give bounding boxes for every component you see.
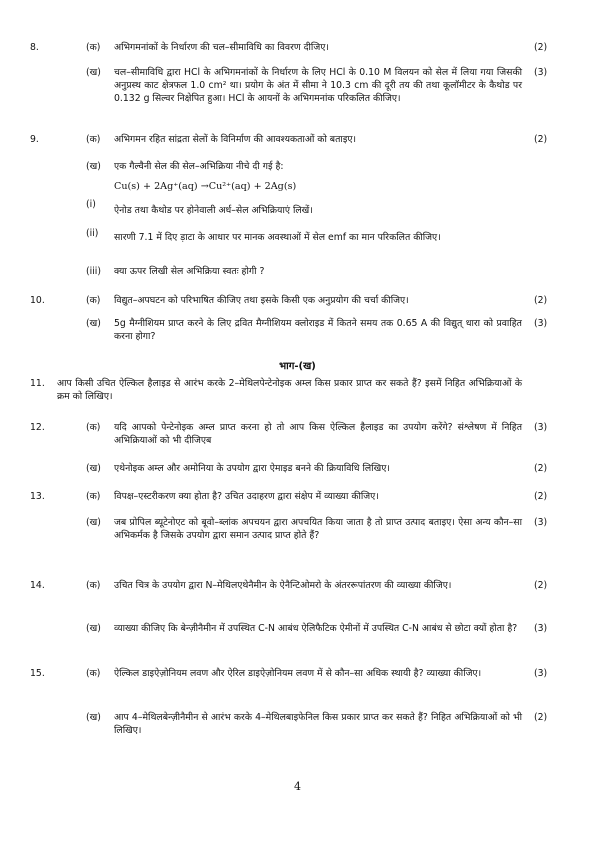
section-heading: भाग-(ख): [279, 361, 316, 372]
question-number: 14.: [30, 580, 45, 591]
question-text: अभिगमन रहित सांद्रता सेलों के विनिर्माण की आवश्यकताओं को बताइए।: [114, 134, 357, 145]
question-number: 9.: [30, 134, 39, 145]
part-label: (क): [86, 580, 101, 591]
part-label: (क): [86, 491, 101, 502]
marks: (3): [534, 67, 548, 78]
question-number: 12.: [30, 422, 45, 433]
question-number: 15.: [30, 668, 45, 679]
question-number: 10.: [30, 295, 45, 306]
question-text: जब प्रोपिल ब्यूटेनोएट को बूवो–ब्लांक अपचयन द्वारा अपचयित किया जाता है तो प्राप्त उत्पाद बताइए। ऐसा अन्य कौन–सा अभिकर्मक है जिसके उपयोग द्वारा समान उत्पाद प्राप्त होते हैं?: [114, 517, 522, 541]
question-text: ऐल्किल डाइऐज़ोनियम लवण और ऐरिल डाइऐज़ोनियम लवण में से कौन–सा अधिक स्थायी है? व्याख्या कीजिए।: [114, 668, 482, 679]
marks: (2): [534, 295, 548, 306]
part-label: (क): [86, 668, 101, 679]
question-text: उचित चित्र के उपयोग द्वारा N–मेथिलएथेनैमीन के ऐनैन्टिओमरो के अंतररूपांतरण की व्याख्या कीजिए।: [114, 580, 452, 591]
part-label: (क): [86, 295, 101, 306]
subpart-label: (i): [86, 199, 96, 210]
question-text: ऐनोड तथा कैथोड पर होनेवाली अर्ध–सेल अभिक्रियाएं लिखें।: [114, 205, 313, 216]
marks: (2): [534, 134, 548, 145]
question-text: आप किसी उचित ऐल्किल हैलाइड से आरंभ करके 2–मेथिलपेन्टेनोइक अम्ल किस प्रकार प्राप्त कर सकते हैं? इसमें निहित अभिक्रियाओं के क्रम को लिखिए।: [57, 378, 522, 402]
marks: (3): [534, 623, 548, 634]
part-label: (क): [86, 42, 101, 53]
question-text: सारणी 7.1 में दिए ड़ाटा के आधार पर मानक अवस्थाओं में सेल emf का मान परिकलित कीजिए।: [114, 232, 441, 243]
part-label: (ख): [86, 67, 101, 78]
question-text: चल–सीमाविधि द्वारा HCl के अभिगमनांकों के निर्धारण के लिए HCl के 0.10 M विलयन को सेल में लिया गया जिसकी अनुप्रस्थ काट क्षेत्रफल 1.0 cm² था। प्रयोग के अंत में सीमा ने 10.3 cm की दूरी तय की तथा कूलॉमीटर के कैथोड पर 0.132 g सिल्वर निक्षेपित हुआ। HCl के आयनों के अभिगमनांक परिकलित कीजिए।: [114, 67, 522, 104]
marks: (3): [534, 668, 548, 679]
marks: (2): [534, 491, 548, 502]
marks: (3): [534, 517, 548, 528]
marks: (2): [534, 580, 548, 591]
question-text: व्याख्या कीजिए कि बेन्ज़ीनैमीन में उपस्थित C-N आबंध ऐलिफैटिक ऐमीनों में उपस्थित C-N आबंध से छोटा क्यों होता है?: [114, 623, 518, 634]
question-number: 8.: [30, 42, 39, 53]
question-number: 13.: [30, 491, 45, 502]
question-text: अभिगमनांकों के निर्धारण की चल–सीमाविधि का विवरण दीजिए।: [114, 42, 329, 53]
marks: (3): [534, 318, 548, 329]
marks: (2): [534, 712, 548, 723]
marks: (2): [534, 463, 548, 474]
page-number: 4: [294, 780, 301, 793]
part-label: (ख): [86, 623, 101, 634]
question-text: विपक्ष–एस्टरीकरण क्या होता है? उचित उदाहरण द्वारा संक्षेप में व्याख्या कीजिए।: [114, 491, 379, 502]
part-label: (ख): [86, 161, 101, 172]
marks: (3): [534, 422, 548, 433]
equation: Cu(s) + 2Ag⁺(aq) →Cu²⁺(aq) + 2Ag(s): [114, 181, 297, 192]
part-label: (ख): [86, 517, 101, 528]
question-text: यदि आपको पेन्टेनोइक अम्ल प्राप्त करना हो तो आप किस ऐल्किल हैलाइड का उपयोग करेंगे? संश्लेषण में निहित अभिक्रियाओं को भी दीजिएब: [114, 422, 522, 446]
question-number: 11.: [30, 378, 45, 389]
subpart-label: (iii): [86, 266, 102, 277]
question-text: विद्युत–अपघटन को परिभाषित कीजिए तथा इसके किसी एक अनुप्रयोग की चर्चा कीजिए।: [114, 295, 409, 306]
part-label: (क): [86, 134, 101, 145]
marks: (2): [534, 42, 548, 53]
question-text: 5g मैग्नीशियम प्राप्त करने के लिए द्रवित मैग्नीशियम क्लोराइड में कितने समय तक 0.65 A की विद्युत् धारा को प्रवाहित करना होगा?: [114, 318, 522, 342]
part-label: (क): [86, 422, 101, 433]
question-text: आप 4–मेथिलबेन्ज़ीनैमीन से आरंभ करके 4–मेथिलबाइफेनिल किस प्रकार प्राप्त कर सकते हैं? निहित अभिक्रियाओं को भी लिखिए।: [114, 712, 522, 736]
part-label: (ख): [86, 463, 101, 474]
question-text: क्या ऊपर लिखी सेल अभिक्रिया स्वतः होगी ?: [114, 266, 265, 277]
question-text: एथेनोइक अम्ल और अमोनिया के उपयोग द्वारा ऐमाइड बनने की क्रियाविधि लिखिए।: [114, 463, 390, 474]
subpart-label: (ii): [86, 228, 99, 239]
part-label: (ख): [86, 318, 101, 329]
question-text: एक गैल्वैनी सेल की सेल–अभिक्रिया नीचे दी गई है:: [114, 161, 284, 172]
part-label: (ख): [86, 712, 101, 723]
